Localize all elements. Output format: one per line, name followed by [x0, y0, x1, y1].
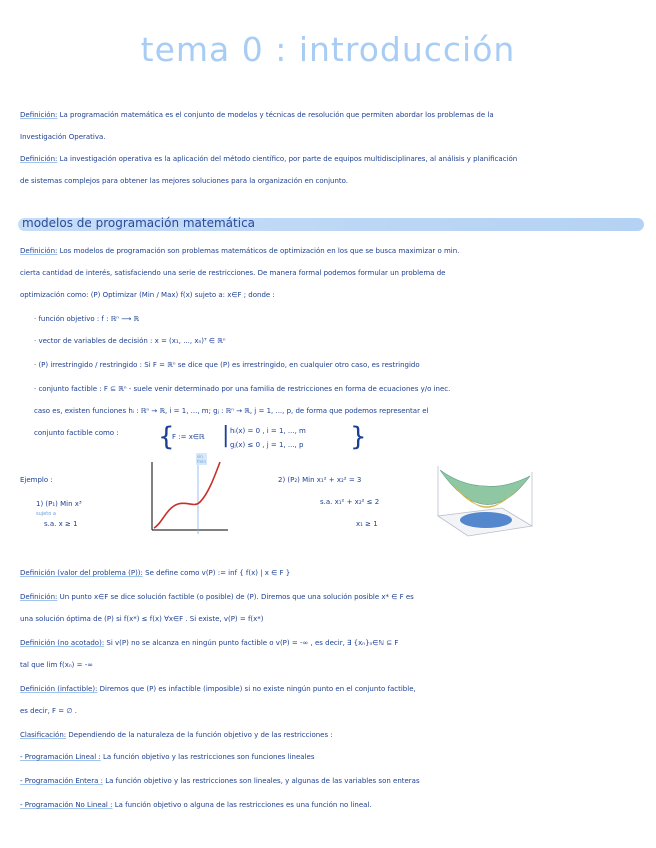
example-p1-note: sujeto a	[36, 511, 56, 517]
def-term: Definición:	[20, 111, 58, 119]
def-text: La programación matemática es el conjunto de modelos y técnicas de resolución que permiten abordar los problemas de la	[59, 111, 494, 119]
class-integer	[20, 770, 640, 792]
def-term: Definición (no acotado):	[20, 639, 105, 647]
def-term: Definición:	[20, 247, 58, 255]
intro-def-2	[20, 148, 640, 192]
def-text: cierta cantidad de interés, satisfaciendo una serie de restricciones. De manera formal podemos formular un problema de	[20, 269, 446, 277]
feasible-set-row1: hᵢ(x) = 0 , i = 1, ..., m	[230, 427, 306, 435]
def-unbounded	[20, 632, 640, 654]
def-term: Definición (infactible):	[20, 685, 98, 693]
def-text: es decir, F = ∅ .	[20, 707, 77, 715]
def-optimal	[20, 608, 640, 630]
bullet-feasible-cont: caso es, existen funciones hᵢ : ℝⁿ → ℝ, i = 1, ..., m; gⱼ : ℝⁿ → ℝ, j = 1, ..., p, de forma que podemos representar el	[34, 407, 429, 415]
feasible-disc	[460, 512, 512, 528]
bullet-vector: · vector de variables de decisión : x = (x₁, ..., xₙ)ᵀ ∈ ℝⁿ	[34, 337, 226, 345]
models-definition	[20, 240, 640, 306]
def-term: Definición (valor del problema (P)):	[20, 569, 143, 577]
def-unbounded-cont	[20, 654, 640, 676]
def-term: Clasificación:	[20, 731, 67, 739]
def-infeasible	[20, 678, 640, 700]
def-text: Dependiendo de la naturaleza de la función objetivo y de las restricciones :	[68, 731, 333, 739]
def-value	[20, 562, 640, 584]
section-title: modelos de programación matemática	[22, 216, 256, 230]
example-p1-constraint: s.a. x ≥ 1	[44, 520, 78, 528]
bar-divider: |	[222, 423, 230, 448]
bullet-feasible-set: conjunto factible como :	[34, 429, 119, 437]
def-feasible-solution	[20, 586, 640, 608]
bullet-feasible: · conjunto factible : F ⊆ ℝⁿ - suele venir determinado por una familia de restricciones en forma de ecuaciones y/o inec.	[34, 385, 451, 393]
def-text: La función objetivo y las restricciones son funciones lineales	[102, 753, 315, 761]
def-text: Los modelos de programación son problemas matemáticos de optimización en los que se busca maximizar o min.	[59, 247, 460, 255]
cubic-curve	[154, 462, 220, 528]
cubic-graph	[148, 458, 232, 540]
def-text: La función objetivo o alguna de las restricciones es una función no lineal.	[114, 801, 372, 809]
graph-tag: sin fmin	[197, 454, 206, 464]
classification	[20, 724, 640, 746]
def-text: de sistemas complejos para obtener las mejores soluciones para la organización en conjunto.	[20, 177, 349, 185]
def-text: Si v(P) no se alcanza en ningún punto factible o v(P) = -∞ , es decir, ∃ {xₙ}ₙ∈ℕ ⊆ F	[106, 639, 399, 647]
def-term: - Programación Entera :	[20, 777, 103, 785]
example-p2-objective: 2) (P₂) Min x₁² + x₂² = 3	[278, 476, 362, 484]
bullet-restricted: · (P) irrestringido / restringido : Si F = ℝⁿ se dice que (P) es irrestringido, en cualquier otro caso, es restringido	[34, 361, 420, 369]
brace-right: }	[350, 422, 367, 452]
surface-plot	[428, 458, 540, 540]
feasible-set-left: F := x∈ℝ	[172, 433, 205, 441]
def-infeasible-cont	[20, 700, 640, 722]
example-label: Ejemplo :	[20, 476, 53, 484]
def-text: Investigación Operativa.	[20, 133, 106, 141]
def-text: Diremos que (P) es infactible (imposible) si no existe ningún punto en el conjunto factible,	[99, 685, 416, 693]
class-linear	[20, 746, 640, 768]
def-text: tal que lim f(xₙ) = -∞	[20, 661, 94, 669]
def-text: optimización como: (P) Optimizar (Min / Max) f(x) sujeto a: x∈F ; donde :	[20, 291, 275, 299]
brace-left: {	[158, 422, 175, 452]
def-term: Definición:	[20, 155, 58, 163]
def-text: La investigación operativa es la aplicación del método científico, por parte de equipos multidisciplinares, al análisis y planificación	[59, 155, 518, 163]
def-text: una solución óptima de (P) si f(x*) ≤ f(x) ∀x∈F . Si existe, v(P) = f(x*)	[20, 615, 264, 623]
def-text: Se define como v(P) := inf { f(x) | x ∈ F }	[145, 569, 291, 577]
class-nonlinear	[20, 794, 640, 816]
example-p1-objective: 1) (P₁) Min x³	[36, 500, 82, 508]
def-term: - Programación Lineal :	[20, 753, 101, 761]
def-term: Definición:	[20, 593, 58, 601]
paraboloid-surface	[440, 470, 530, 505]
def-text: Un punto x∈F se dice solución factible (o posible) de (P). Diremos que una solución posible x* ∈ F es	[59, 593, 414, 601]
example-p2-constraint1: s.a. x₁² + x₂² ≤ 2	[320, 498, 380, 506]
intro-def-1	[20, 104, 640, 148]
bullet-objective: · función objetivo : f : ℝⁿ ⟶ ℝ	[34, 315, 140, 323]
def-term: - Programación No Lineal :	[20, 801, 113, 809]
def-text: La función objetivo y las restricciones son lineales, y algunas de las variables son enteras	[105, 777, 420, 785]
example-p2-constraint2: x₁ ≥ 1	[356, 520, 378, 528]
feasible-set-row2: gⱼ(x) ≤ 0 , j = 1, ..., p	[230, 441, 304, 449]
page-title: tema 0 : introducción	[140, 30, 516, 69]
